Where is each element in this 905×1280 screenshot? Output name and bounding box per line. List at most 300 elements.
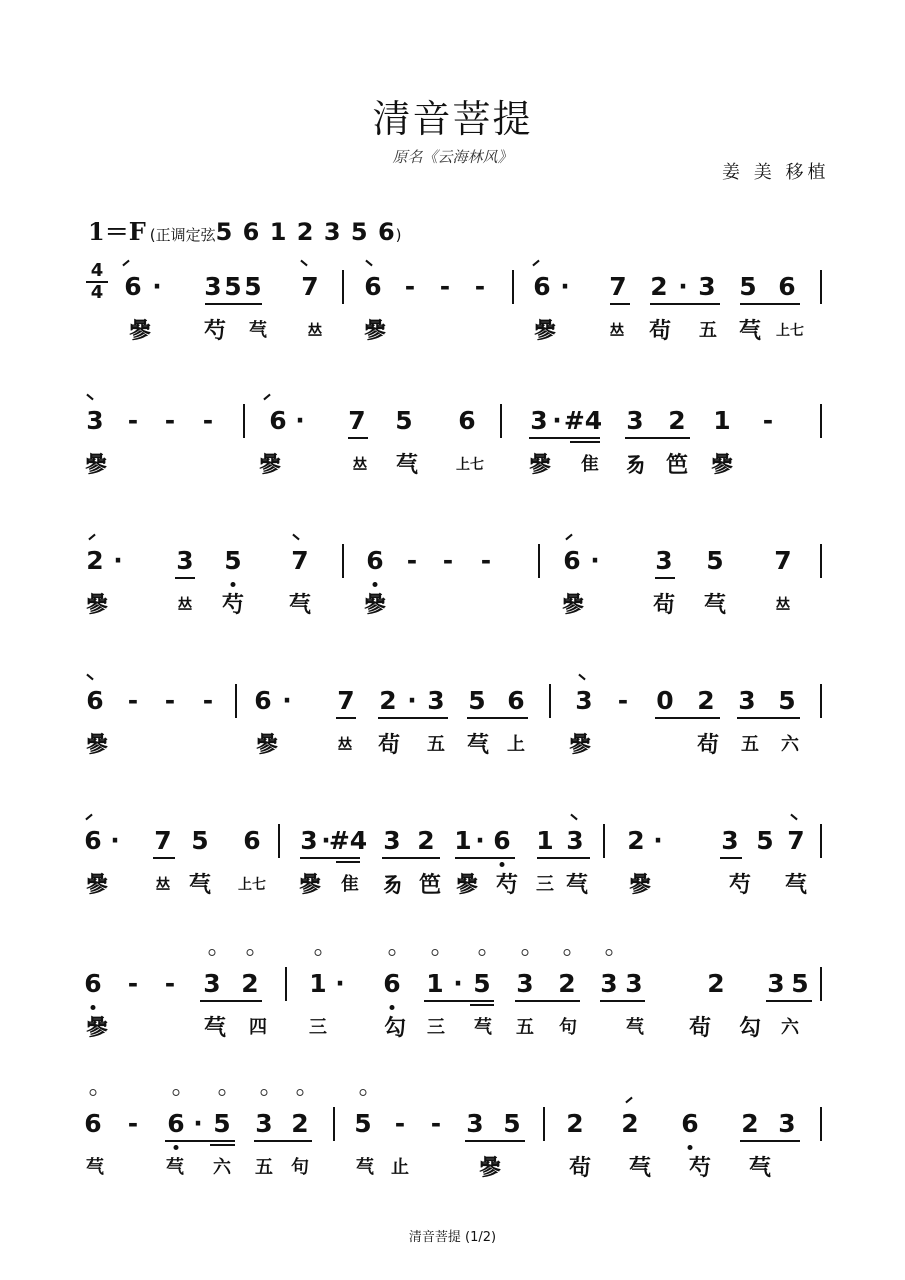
barline (820, 1107, 822, 1141)
note: 5 (739, 272, 757, 301)
articulation-mark (86, 674, 93, 681)
jianzi-symbol: 芞 (784, 872, 808, 898)
note: 2 (707, 969, 725, 998)
jianzi-symbol: 曑 (528, 452, 552, 478)
note: 3 (204, 272, 222, 301)
jianzi-symbol: 芞 (466, 732, 490, 758)
double-beam-line (570, 441, 600, 443)
note: · (295, 406, 305, 435)
jianzi-symbol: 芍 (728, 872, 752, 898)
jianzi-symbol: 五 (516, 1017, 534, 1038)
note: · (321, 826, 331, 855)
note: 2 (379, 686, 397, 715)
note: 3 (203, 969, 221, 998)
note: - (480, 546, 492, 575)
jianzi-symbol: 六 (781, 1017, 799, 1038)
note: 2 (558, 969, 576, 998)
articulation-mark (790, 814, 797, 821)
note: 5 (756, 826, 774, 855)
jianzi-symbol: 芞 (474, 1017, 492, 1038)
arranger-credit: 姜 美 移植 (722, 162, 830, 183)
beam-line (740, 1140, 800, 1142)
barline (538, 544, 540, 578)
barline (500, 404, 502, 438)
jianzi-symbol: 𠀤 (156, 877, 170, 893)
beam-line (382, 857, 440, 859)
jianzi-symbol: 笆 (665, 452, 689, 478)
note: · (653, 826, 663, 855)
note: 3 (176, 546, 194, 575)
note: · (678, 272, 688, 301)
jianzi-symbol: 𠀤 (308, 323, 322, 339)
note: 5 (213, 1109, 231, 1138)
note: 5 (778, 686, 796, 715)
note: 6 (269, 406, 287, 435)
barline (235, 684, 237, 718)
jianzi-symbol: 茍 (568, 1155, 592, 1181)
jianzi-symbol: 茍 (652, 592, 676, 618)
beam-line (200, 1000, 262, 1002)
beam-line (205, 303, 262, 305)
tablature-row (0, 1153, 905, 1197)
note: 3 (600, 969, 618, 998)
jianzi-symbol: 勾 (383, 1015, 407, 1041)
barline (543, 1107, 545, 1141)
harmonic-circle (360, 1089, 367, 1096)
harmonic-circle (219, 1089, 226, 1096)
note: - (202, 406, 214, 435)
jianzi-symbol: 曑 (85, 732, 109, 758)
note: 1 (713, 406, 731, 435)
barline (549, 684, 551, 718)
tablature-row (0, 316, 905, 360)
score-system (0, 682, 905, 792)
score-system (0, 268, 905, 378)
note: · (552, 406, 562, 435)
articulation-mark (300, 260, 307, 267)
note: 3 (516, 969, 534, 998)
low-octave-dot (373, 582, 378, 587)
note: 6 (243, 826, 261, 855)
note: 3 (427, 686, 445, 715)
jianzi-symbol: 芞 (738, 318, 762, 344)
jianzi-symbol: 𠀤 (610, 323, 624, 339)
note-row (0, 682, 905, 722)
harmonic-circle (522, 949, 529, 956)
note: - (442, 546, 454, 575)
harmonic-circle (90, 1089, 97, 1096)
barline (820, 684, 822, 718)
note: - (202, 686, 214, 715)
articulation-mark (578, 674, 585, 681)
note: 6 (458, 406, 476, 435)
jianzi-symbol: 𠃓 (623, 452, 647, 478)
score-system (0, 965, 905, 1075)
note: 5 (354, 1109, 372, 1138)
note: · (560, 272, 570, 301)
jianzi-symbol: 止 (391, 1157, 409, 1178)
note: 3 (466, 1109, 484, 1138)
jianzi-symbol: 芍 (203, 318, 227, 344)
jianzi-symbol: 茍 (648, 318, 672, 344)
note-row (0, 542, 905, 582)
articulation-mark (292, 534, 299, 541)
note: 7 (337, 686, 355, 715)
note: 6 (507, 686, 525, 715)
note: 2 (291, 1109, 309, 1138)
note: 2 (241, 969, 259, 998)
harmonic-circle (173, 1089, 180, 1096)
note: 2 (86, 546, 104, 575)
low-octave-dot (231, 582, 236, 587)
note: - (406, 546, 418, 575)
jianzi-symbol: 芞 (748, 1155, 772, 1181)
double-beam-line (210, 1144, 235, 1146)
jianzi-symbol: 六 (213, 1157, 231, 1178)
beam-line (467, 717, 528, 719)
jianzi-symbol: 茍 (688, 1015, 712, 1041)
note: 7 (301, 272, 319, 301)
note: · (453, 969, 463, 998)
time-signature-bottom: 4 (90, 282, 104, 303)
note: - (164, 969, 176, 998)
note: - (439, 272, 451, 301)
jianzi-symbol: 隹 (341, 874, 359, 895)
jianzi-symbol: 曑 (258, 452, 282, 478)
jianzi-symbol: 芞 (288, 592, 312, 618)
beam-line (424, 1000, 494, 1002)
note: 1 (536, 826, 554, 855)
jianzi-symbol: 芞 (188, 872, 212, 898)
barline (342, 270, 344, 304)
note: 6 (778, 272, 796, 301)
jianzi-symbol: 曑 (455, 872, 479, 898)
note: - (394, 1109, 406, 1138)
note: - (164, 686, 176, 715)
articulation-mark (625, 1097, 632, 1104)
note: · (335, 969, 345, 998)
note: 2 (668, 406, 686, 435)
barline (820, 544, 822, 578)
jianzi-symbol: 曑 (628, 872, 652, 898)
page-footer: 清音菩提 (1/2) (408, 1230, 497, 1245)
beam-line (740, 303, 800, 305)
harmonic-circle (606, 949, 613, 956)
articulation-mark (88, 534, 95, 541)
tablature-row (0, 590, 905, 634)
jianzi-symbol: 三 (309, 1017, 327, 1038)
note: 7 (291, 546, 309, 575)
jianzi-symbol: 五 (741, 734, 759, 755)
note: 2 (697, 686, 715, 715)
note: 7 (774, 546, 792, 575)
jianzi-symbol: 芍 (221, 592, 245, 618)
note: 3 (738, 686, 756, 715)
note: 1 (309, 969, 327, 998)
articulation-mark (85, 814, 92, 821)
note: · (475, 826, 485, 855)
jianzi-symbol: 五 (427, 734, 445, 755)
articulation-mark (570, 814, 577, 821)
beam-line (720, 857, 742, 859)
jianzi-symbol: 曑 (84, 452, 108, 478)
jianzi-symbol: 六 (781, 734, 799, 755)
beam-line (625, 437, 690, 439)
jianzi-symbol: 曑 (363, 318, 387, 344)
note: 2 (621, 1109, 639, 1138)
jianzi-symbol: 四 (249, 1017, 267, 1038)
barline (278, 824, 280, 858)
beam-line (165, 1140, 235, 1142)
note: 3 (383, 826, 401, 855)
note: 7 (787, 826, 805, 855)
beam-line (455, 857, 515, 859)
jianzi-symbol: 上七 (238, 877, 266, 893)
tuning-notes: 5 6 1 2 3 5 6 (215, 218, 396, 246)
note: 6 (124, 272, 142, 301)
score-system (0, 542, 905, 652)
note: 6 (681, 1109, 699, 1138)
double-beam-line (336, 861, 360, 863)
note: 5 (468, 686, 486, 715)
harmonic-circle (564, 949, 571, 956)
jianzi-symbol: 隹 (581, 454, 599, 475)
articulation-mark (565, 534, 572, 541)
note: - (127, 406, 139, 435)
subtitle: 原名《云海林风》 (392, 148, 513, 166)
page-title: 清音菩提 (372, 97, 533, 141)
jianzi-symbol: 𠀤 (178, 597, 192, 613)
note: 3 (300, 826, 318, 855)
barline (820, 270, 822, 304)
articulation-mark (532, 260, 539, 267)
note: - (617, 686, 629, 715)
note-row (0, 1105, 905, 1145)
note: 6 (533, 272, 551, 301)
note: 2 (741, 1109, 759, 1138)
tablature-row (0, 450, 905, 494)
low-octave-dot (174, 1145, 179, 1150)
jianzi-symbol: 三 (536, 874, 554, 895)
note: 6 (364, 272, 382, 301)
jianzi-symbol: 笆 (418, 872, 442, 898)
beam-line (465, 1140, 525, 1142)
note: 6 (84, 826, 102, 855)
jianzi-symbol: 𠀤 (776, 597, 790, 613)
low-octave-dot (688, 1145, 693, 1150)
jianzi-symbol: 芞 (628, 1155, 652, 1181)
jianzi-symbol: 𠃓 (380, 872, 404, 898)
jianzi-symbol: 曑 (255, 732, 279, 758)
jianzi-symbol: 芞 (249, 320, 267, 341)
score-system (0, 1105, 905, 1215)
note: 1 (426, 969, 444, 998)
note: 2 (650, 272, 668, 301)
note: 5 (473, 969, 491, 998)
jianzi-symbol: 茍 (377, 732, 401, 758)
note: 6 (86, 686, 104, 715)
jianzi-symbol: 曑 (85, 1015, 109, 1041)
note: · (282, 686, 292, 715)
note: 6 (167, 1109, 185, 1138)
harmonic-circle (297, 1089, 304, 1096)
key-label: 1＝F (88, 217, 146, 246)
beam-line (300, 857, 360, 859)
note: - (127, 1109, 139, 1138)
note: 6 (493, 826, 511, 855)
jianzi-symbol: 芞 (565, 872, 589, 898)
beam-line (336, 717, 356, 719)
note: 2 (417, 826, 435, 855)
time-signature-top: 4 (90, 260, 104, 281)
jianzi-symbol: 芞 (86, 1157, 104, 1178)
note: · (110, 826, 120, 855)
note-row (0, 965, 905, 1005)
barline (603, 824, 605, 858)
jianzi-symbol: 曑 (533, 318, 557, 344)
score-system (0, 822, 905, 932)
note: - (127, 686, 139, 715)
double-beam-line (470, 1004, 494, 1006)
jianzi-symbol: 上七 (456, 457, 484, 473)
note: 3 (721, 826, 739, 855)
note-row (0, 402, 905, 442)
beam-line (537, 857, 590, 859)
note: 3 (530, 406, 548, 435)
score-system (0, 402, 905, 512)
note: 5 (244, 272, 262, 301)
note: 5 (706, 546, 724, 575)
note: #4 (563, 406, 603, 435)
note: 6 (366, 546, 384, 575)
jianzi-symbol: 芞 (166, 1157, 184, 1178)
beam-line (175, 577, 195, 579)
note: 3 (655, 546, 673, 575)
jianzi-symbol: 𠀤 (338, 737, 352, 753)
note-row (0, 822, 905, 862)
note: · (590, 546, 600, 575)
harmonic-circle (315, 949, 322, 956)
note: · (407, 686, 417, 715)
barline (820, 404, 822, 438)
tuning-label: (正调定弦 (149, 226, 216, 244)
jianzi-symbol: 三 (427, 1017, 445, 1038)
note: #4 (328, 826, 368, 855)
harmonic-circle (432, 949, 439, 956)
beam-line (655, 577, 675, 579)
note: 3 (625, 969, 643, 998)
jianzi-symbol: 曑 (85, 872, 109, 898)
articulation-mark (86, 394, 93, 401)
jianzi-symbol: 芞 (395, 452, 419, 478)
beam-line (254, 1140, 312, 1142)
beam-line (737, 717, 800, 719)
barline (820, 824, 822, 858)
harmonic-circle (479, 949, 486, 956)
note: 6 (254, 686, 272, 715)
jianzi-symbol: 芍 (688, 1155, 712, 1181)
note: 3 (566, 826, 584, 855)
barline (820, 967, 822, 1001)
jianzi-symbol: 芍 (495, 872, 519, 898)
jianzi-symbol: 曑 (561, 592, 585, 618)
note: 5 (503, 1109, 521, 1138)
note: 6 (84, 969, 102, 998)
jianzi-symbol: 上七 (776, 323, 804, 339)
barline (243, 404, 245, 438)
note: - (762, 406, 774, 435)
low-octave-dot (500, 862, 505, 867)
tuning-close: ) (395, 226, 402, 244)
note: 6 (84, 1109, 102, 1138)
note: - (127, 969, 139, 998)
note: 3 (575, 686, 593, 715)
jianzi-symbol: 上 (507, 734, 525, 755)
harmonic-circle (389, 949, 396, 956)
tablature-row (0, 870, 905, 914)
beam-line (610, 303, 630, 305)
jianzi-symbol: 曑 (298, 872, 322, 898)
jianzi-symbol: 曑 (363, 592, 387, 618)
beam-line (655, 717, 720, 719)
jianzi-symbol: 芞 (203, 1015, 227, 1041)
note: 3 (698, 272, 716, 301)
jianzi-symbol: 勾 (738, 1015, 762, 1041)
note: 7 (348, 406, 366, 435)
note: 5 (224, 272, 242, 301)
note: 6 (383, 969, 401, 998)
note: 5 (791, 969, 809, 998)
note: - (404, 272, 416, 301)
beam-line (515, 1000, 580, 1002)
jianzi-symbol: 曑 (85, 592, 109, 618)
note: 6 (563, 546, 581, 575)
jianzi-symbol: 芞 (626, 1017, 644, 1038)
barline (333, 1107, 335, 1141)
jianzi-symbol: 曑 (478, 1155, 502, 1181)
barline (512, 270, 514, 304)
jianzi-symbol: 芞 (703, 592, 727, 618)
beam-line (378, 717, 448, 719)
note: - (474, 272, 486, 301)
note: · (193, 1109, 203, 1138)
jianzi-symbol: 曑 (568, 732, 592, 758)
note: 7 (609, 272, 627, 301)
low-octave-dot (390, 1005, 395, 1010)
beam-line (529, 437, 600, 439)
note: 5 (395, 406, 413, 435)
low-octave-dot (91, 1005, 96, 1010)
note: - (164, 406, 176, 435)
note: 3 (626, 406, 644, 435)
jianzi-symbol: 五 (255, 1157, 273, 1178)
beam-line (153, 857, 175, 859)
note: · (113, 546, 123, 575)
articulation-mark (122, 260, 129, 267)
note: 3 (778, 1109, 796, 1138)
jianzi-symbol: 曑 (128, 318, 152, 344)
barline (342, 544, 344, 578)
harmonic-circle (261, 1089, 268, 1096)
tablature-row (0, 1013, 905, 1057)
barline (285, 967, 287, 1001)
beam-line (766, 1000, 812, 1002)
harmonic-circle (209, 949, 216, 956)
articulation-mark (365, 260, 372, 267)
note: 0 (656, 686, 674, 715)
jianzi-symbol: 五 (699, 320, 717, 341)
note: 1 (454, 826, 472, 855)
